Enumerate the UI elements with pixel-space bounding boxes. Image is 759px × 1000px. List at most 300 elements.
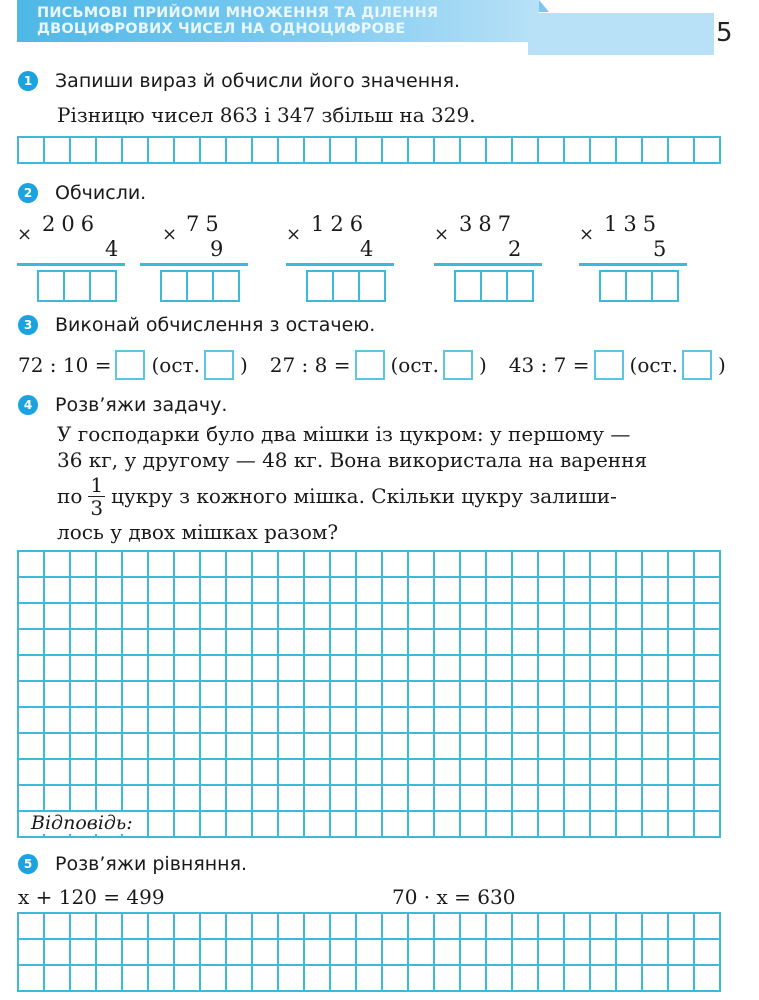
grid-cell[interactable]: [357, 966, 383, 992]
grid-cell[interactable]: [565, 552, 591, 578]
grid-cell[interactable]: [305, 708, 331, 734]
grid-cell[interactable]: [435, 940, 461, 966]
grid-cell[interactable]: [409, 760, 435, 786]
grid-cell[interactable]: [409, 914, 435, 940]
grid-cell[interactable]: [201, 786, 227, 812]
grid-cell[interactable]: [279, 138, 305, 164]
grid-cell[interactable]: [357, 552, 383, 578]
grid-cell[interactable]: [643, 138, 669, 164]
grid-cell[interactable]: [669, 940, 695, 966]
grid-cell[interactable]: [149, 812, 175, 838]
grid-cell[interactable]: [149, 630, 175, 656]
grid-cell[interactable]: [331, 786, 357, 812]
grid-cell[interactable]: [539, 786, 565, 812]
grid-cell[interactable]: [539, 914, 565, 940]
grid-cell[interactable]: [19, 138, 45, 164]
grid-cell[interactable]: [643, 578, 669, 604]
grid-cell[interactable]: [617, 656, 643, 682]
grid-cell[interactable]: [227, 940, 253, 966]
grid-cell[interactable]: [97, 786, 123, 812]
grid-cell[interactable]: [357, 682, 383, 708]
grid-cell[interactable]: [253, 138, 279, 164]
grid-cell[interactable]: [669, 786, 695, 812]
grid-cell[interactable]: [435, 914, 461, 940]
grid-cell[interactable]: [513, 630, 539, 656]
grid-cell[interactable]: [279, 734, 305, 760]
grid-cell[interactable]: [97, 734, 123, 760]
grid-cell[interactable]: [357, 786, 383, 812]
grid-cell[interactable]: [591, 760, 617, 786]
grid-cell[interactable]: [461, 786, 487, 812]
grid-cell[interactable]: [279, 966, 305, 992]
grid-cell[interactable]: [487, 656, 513, 682]
grid-cell[interactable]: [461, 734, 487, 760]
grid-cell[interactable]: [19, 966, 45, 992]
grid-cell[interactable]: [461, 630, 487, 656]
grid-cell[interactable]: [487, 914, 513, 940]
grid-cell[interactable]: [565, 138, 591, 164]
grid-cell[interactable]: [695, 552, 721, 578]
grid-cell[interactable]: [487, 760, 513, 786]
grid-cell[interactable]: [123, 138, 149, 164]
grid-cell[interactable]: [643, 656, 669, 682]
grid-cell[interactable]: [539, 578, 565, 604]
quotient-box[interactable]: [115, 350, 145, 380]
grid-cell[interactable]: [253, 682, 279, 708]
answer-cells[interactable]: [599, 270, 679, 302]
grid-cell[interactable]: [45, 552, 71, 578]
grid-cell[interactable]: [487, 578, 513, 604]
grid-cell[interactable]: [71, 940, 97, 966]
grid-cell[interactable]: [409, 940, 435, 966]
grid-cell[interactable]: [435, 604, 461, 630]
grid-cell[interactable]: [305, 734, 331, 760]
answer-cells[interactable]: [160, 270, 240, 302]
grid-cell[interactable]: [643, 812, 669, 838]
grid-cell[interactable]: [175, 656, 201, 682]
grid-cell[interactable]: [253, 940, 279, 966]
grid-cell[interactable]: [305, 760, 331, 786]
grid-cell[interactable]: [539, 760, 565, 786]
answer-cells[interactable]: [454, 270, 534, 302]
grid-cell[interactable]: [175, 578, 201, 604]
grid-cell[interactable]: [409, 552, 435, 578]
grid-cell[interactable]: [461, 914, 487, 940]
grid-cell[interactable]: [643, 760, 669, 786]
grid-cell[interactable]: [409, 786, 435, 812]
grid-cell[interactable]: [149, 914, 175, 940]
grid-cell[interactable]: [71, 552, 97, 578]
grid-cell[interactable]: [279, 940, 305, 966]
grid-cell[interactable]: [45, 786, 71, 812]
grid-cell[interactable]: [123, 682, 149, 708]
grid-cell[interactable]: [383, 966, 409, 992]
grid-cell[interactable]: [357, 734, 383, 760]
grid-cell[interactable]: [461, 552, 487, 578]
task1-answer-grid[interactable]: [17, 136, 721, 164]
grid-cell[interactable]: [279, 812, 305, 838]
grid-cell[interactable]: [383, 708, 409, 734]
grid-cell[interactable]: [513, 914, 539, 940]
grid-cell[interactable]: [331, 812, 357, 838]
grid-cell[interactable]: [461, 708, 487, 734]
grid-cell[interactable]: [695, 760, 721, 786]
grid-cell[interactable]: [149, 966, 175, 992]
grid-cell[interactable]: [123, 786, 149, 812]
grid-cell[interactable]: [253, 578, 279, 604]
grid-cell[interactable]: [669, 578, 695, 604]
grid-cell[interactable]: [617, 578, 643, 604]
grid-cell[interactable]: [149, 578, 175, 604]
grid-cell[interactable]: [175, 940, 201, 966]
grid-cell[interactable]: [565, 604, 591, 630]
grid-cell[interactable]: [695, 630, 721, 656]
grid-cell[interactable]: [123, 630, 149, 656]
grid-cell[interactable]: [19, 630, 45, 656]
grid-cell[interactable]: [695, 914, 721, 940]
grid-cell[interactable]: [253, 914, 279, 940]
grid-cell[interactable]: [305, 138, 331, 164]
grid-cell[interactable]: [513, 552, 539, 578]
grid-cell[interactable]: [409, 578, 435, 604]
grid-cell[interactable]: [227, 138, 253, 164]
grid-cell[interactable]: [201, 914, 227, 940]
grid-cell[interactable]: [591, 630, 617, 656]
grid-cell[interactable]: [539, 812, 565, 838]
grid-cell[interactable]: [695, 656, 721, 682]
grid-cell[interactable]: [175, 760, 201, 786]
grid-cell[interactable]: [409, 734, 435, 760]
grid-cell[interactable]: [383, 552, 409, 578]
grid-cell[interactable]: [279, 682, 305, 708]
grid-cell[interactable]: [565, 760, 591, 786]
grid-cell[interactable]: [331, 138, 357, 164]
grid-cell[interactable]: [539, 682, 565, 708]
grid-cell[interactable]: [565, 656, 591, 682]
grid-cell[interactable]: [305, 630, 331, 656]
grid-cell[interactable]: [149, 552, 175, 578]
grid-cell[interactable]: [435, 630, 461, 656]
grid-cell[interactable]: [695, 682, 721, 708]
grid-cell[interactable]: [175, 552, 201, 578]
grid-cell[interactable]: [591, 604, 617, 630]
grid-cell[interactable]: [253, 604, 279, 630]
grid-cell[interactable]: [669, 708, 695, 734]
grid-cell[interactable]: [19, 604, 45, 630]
grid-cell[interactable]: [695, 604, 721, 630]
grid-cell[interactable]: [201, 812, 227, 838]
grid-cell[interactable]: [565, 812, 591, 838]
grid-cell[interactable]: [357, 578, 383, 604]
grid-cell[interactable]: [461, 812, 487, 838]
grid-cell[interactable]: [331, 552, 357, 578]
grid-cell[interactable]: [383, 656, 409, 682]
grid-cell[interactable]: [695, 578, 721, 604]
grid-cell[interactable]: [227, 914, 253, 940]
grid-cell[interactable]: [383, 786, 409, 812]
grid-cell[interactable]: [513, 138, 539, 164]
grid-cell[interactable]: [123, 760, 149, 786]
quotient-box[interactable]: [355, 350, 385, 380]
grid-cell[interactable]: [695, 708, 721, 734]
grid-cell[interactable]: [227, 734, 253, 760]
grid-cell[interactable]: [123, 966, 149, 992]
grid-cell[interactable]: [97, 630, 123, 656]
grid-cell[interactable]: [617, 708, 643, 734]
grid-cell[interactable]: [175, 708, 201, 734]
grid-cell[interactable]: [383, 940, 409, 966]
grid-cell[interactable]: [617, 914, 643, 940]
grid-cell[interactable]: [357, 708, 383, 734]
grid-cell[interactable]: [19, 914, 45, 940]
grid-cell[interactable]: [97, 682, 123, 708]
grid-cell[interactable]: [461, 760, 487, 786]
grid-cell[interactable]: [305, 914, 331, 940]
grid-cell[interactable]: [149, 682, 175, 708]
grid-cell[interactable]: [643, 708, 669, 734]
remainder-box[interactable]: [682, 350, 712, 380]
grid-cell[interactable]: [227, 552, 253, 578]
grid-cell[interactable]: [383, 760, 409, 786]
grid-cell[interactable]: [435, 138, 461, 164]
grid-cell[interactable]: [279, 552, 305, 578]
grid-cell[interactable]: [461, 578, 487, 604]
grid-cell[interactable]: [435, 734, 461, 760]
grid-cell[interactable]: [175, 682, 201, 708]
grid-cell[interactable]: [253, 656, 279, 682]
grid-cell[interactable]: [357, 604, 383, 630]
grid-cell[interactable]: [305, 812, 331, 838]
grid-cell[interactable]: [383, 682, 409, 708]
grid-cell[interactable]: [461, 656, 487, 682]
grid-cell[interactable]: [409, 708, 435, 734]
grid-cell[interactable]: [279, 604, 305, 630]
grid-cell[interactable]: [565, 786, 591, 812]
grid-cell[interactable]: [149, 708, 175, 734]
grid-cell[interactable]: [357, 914, 383, 940]
grid-cell[interactable]: [19, 760, 45, 786]
grid-cell[interactable]: [253, 786, 279, 812]
grid-cell[interactable]: [253, 734, 279, 760]
grid-cell[interactable]: [643, 966, 669, 992]
grid-cell[interactable]: [71, 630, 97, 656]
grid-cell[interactable]: [695, 138, 721, 164]
grid-cell[interactable]: [331, 940, 357, 966]
grid-cell[interactable]: [201, 734, 227, 760]
grid-cell[interactable]: [591, 786, 617, 812]
grid-cell[interactable]: [331, 914, 357, 940]
quotient-box[interactable]: [594, 350, 624, 380]
grid-cell[interactable]: [643, 682, 669, 708]
grid-cell[interactable]: [149, 734, 175, 760]
grid-cell[interactable]: [409, 138, 435, 164]
grid-cell[interactable]: [591, 656, 617, 682]
grid-cell[interactable]: [461, 138, 487, 164]
grid-cell[interactable]: [71, 966, 97, 992]
grid-cell[interactable]: [357, 812, 383, 838]
grid-cell[interactable]: [123, 656, 149, 682]
grid-cell[interactable]: [227, 760, 253, 786]
grid-cell[interactable]: [331, 682, 357, 708]
answer-cells[interactable]: [37, 270, 117, 302]
grid-cell[interactable]: [279, 786, 305, 812]
grid-cell[interactable]: [227, 656, 253, 682]
grid-cell[interactable]: [591, 708, 617, 734]
grid-cell[interactable]: [279, 708, 305, 734]
grid-cell[interactable]: [617, 812, 643, 838]
grid-cell[interactable]: [201, 682, 227, 708]
grid-cell[interactable]: [357, 940, 383, 966]
grid-cell[interactable]: [45, 734, 71, 760]
grid-cell[interactable]: [331, 604, 357, 630]
grid-cell[interactable]: [227, 812, 253, 838]
grid-cell[interactable]: [617, 786, 643, 812]
grid-cell[interactable]: [487, 812, 513, 838]
grid-cell[interactable]: [305, 578, 331, 604]
grid-cell[interactable]: [357, 630, 383, 656]
grid-cell[interactable]: [305, 552, 331, 578]
grid-cell[interactable]: [565, 940, 591, 966]
grid-cell[interactable]: [539, 552, 565, 578]
grid-cell[interactable]: [149, 940, 175, 966]
grid-cell[interactable]: [513, 734, 539, 760]
grid-cell[interactable]: [669, 812, 695, 838]
grid-cell[interactable]: [539, 604, 565, 630]
grid-cell[interactable]: [617, 966, 643, 992]
grid-cell[interactable]: [565, 682, 591, 708]
grid-cell[interactable]: [669, 604, 695, 630]
grid-cell[interactable]: [201, 708, 227, 734]
grid-cell[interactable]: [617, 940, 643, 966]
grid-cell[interactable]: [669, 630, 695, 656]
grid-cell[interactable]: [45, 708, 71, 734]
grid-cell[interactable]: [123, 734, 149, 760]
grid-cell[interactable]: [123, 552, 149, 578]
grid-cell[interactable]: [513, 966, 539, 992]
grid-cell[interactable]: [175, 138, 201, 164]
grid-cell[interactable]: [617, 138, 643, 164]
grid-cell[interactable]: [487, 786, 513, 812]
grid-cell[interactable]: [19, 656, 45, 682]
grid-cell[interactable]: [45, 656, 71, 682]
grid-cell[interactable]: [383, 734, 409, 760]
grid-cell[interactable]: [617, 760, 643, 786]
answer-cells[interactable]: [306, 270, 386, 302]
grid-cell[interactable]: [175, 604, 201, 630]
grid-cell[interactable]: [253, 708, 279, 734]
grid-cell[interactable]: [253, 812, 279, 838]
grid-cell[interactable]: [669, 682, 695, 708]
grid-cell[interactable]: [513, 578, 539, 604]
grid-cell[interactable]: [71, 682, 97, 708]
grid-cell[interactable]: [71, 578, 97, 604]
grid-cell[interactable]: [175, 786, 201, 812]
grid-cell[interactable]: [227, 966, 253, 992]
grid-cell[interactable]: [409, 656, 435, 682]
grid-cell[interactable]: [409, 682, 435, 708]
grid-cell[interactable]: [279, 578, 305, 604]
grid-cell[interactable]: [201, 604, 227, 630]
grid-cell[interactable]: [97, 656, 123, 682]
grid-cell[interactable]: [201, 760, 227, 786]
grid-cell[interactable]: [149, 138, 175, 164]
grid-cell[interactable]: [539, 708, 565, 734]
grid-cell[interactable]: [487, 630, 513, 656]
grid-cell[interactable]: [383, 630, 409, 656]
grid-cell[interactable]: [435, 578, 461, 604]
grid-cell[interactable]: [19, 940, 45, 966]
grid-cell[interactable]: [539, 734, 565, 760]
grid-cell[interactable]: [669, 734, 695, 760]
grid-cell[interactable]: [19, 734, 45, 760]
grid-cell[interactable]: [45, 760, 71, 786]
grid-cell[interactable]: [331, 630, 357, 656]
grid-cell[interactable]: [227, 630, 253, 656]
grid-cell[interactable]: [331, 578, 357, 604]
grid-cell[interactable]: [617, 552, 643, 578]
grid-cell[interactable]: [175, 630, 201, 656]
grid-cell[interactable]: [331, 760, 357, 786]
remainder-box[interactable]: [204, 350, 234, 380]
grid-cell[interactable]: [461, 682, 487, 708]
grid-cell[interactable]: [71, 734, 97, 760]
grid-cell[interactable]: [97, 604, 123, 630]
grid-cell[interactable]: [19, 708, 45, 734]
grid-cell[interactable]: [331, 966, 357, 992]
grid-cell[interactable]: [227, 682, 253, 708]
grid-cell[interactable]: [513, 940, 539, 966]
grid-cell[interactable]: [383, 578, 409, 604]
grid-cell[interactable]: [513, 760, 539, 786]
grid-cell[interactable]: [71, 604, 97, 630]
grid-cell[interactable]: [539, 656, 565, 682]
grid-cell[interactable]: [305, 786, 331, 812]
grid-cell[interactable]: [669, 760, 695, 786]
grid-cell[interactable]: [643, 940, 669, 966]
grid-cell[interactable]: [435, 786, 461, 812]
grid-cell[interactable]: [487, 966, 513, 992]
grid-cell[interactable]: [149, 786, 175, 812]
grid-cell[interactable]: [97, 708, 123, 734]
grid-cell[interactable]: [383, 812, 409, 838]
grid-cell[interactable]: [695, 786, 721, 812]
grid-cell[interactable]: [97, 138, 123, 164]
grid-cell[interactable]: [539, 630, 565, 656]
grid-cell[interactable]: [97, 914, 123, 940]
grid-cell[interactable]: [175, 812, 201, 838]
grid-cell[interactable]: [279, 630, 305, 656]
grid-cell[interactable]: [617, 734, 643, 760]
grid-cell[interactable]: [201, 578, 227, 604]
grid-cell[interactable]: [149, 656, 175, 682]
grid-cell[interactable]: [305, 966, 331, 992]
grid-cell[interactable]: [669, 914, 695, 940]
grid-cell[interactable]: [591, 138, 617, 164]
grid-cell[interactable]: [513, 812, 539, 838]
grid-cell[interactable]: [539, 966, 565, 992]
grid-cell[interactable]: [253, 552, 279, 578]
grid-cell[interactable]: [461, 604, 487, 630]
grid-cell[interactable]: [19, 682, 45, 708]
grid-cell[interactable]: [97, 552, 123, 578]
grid-cell[interactable]: [461, 966, 487, 992]
grid-cell[interactable]: [513, 682, 539, 708]
task4-solution-grid[interactable]: [17, 550, 721, 838]
grid-cell[interactable]: [71, 708, 97, 734]
grid-cell[interactable]: [227, 708, 253, 734]
grid-cell[interactable]: [409, 604, 435, 630]
grid-cell[interactable]: [435, 760, 461, 786]
